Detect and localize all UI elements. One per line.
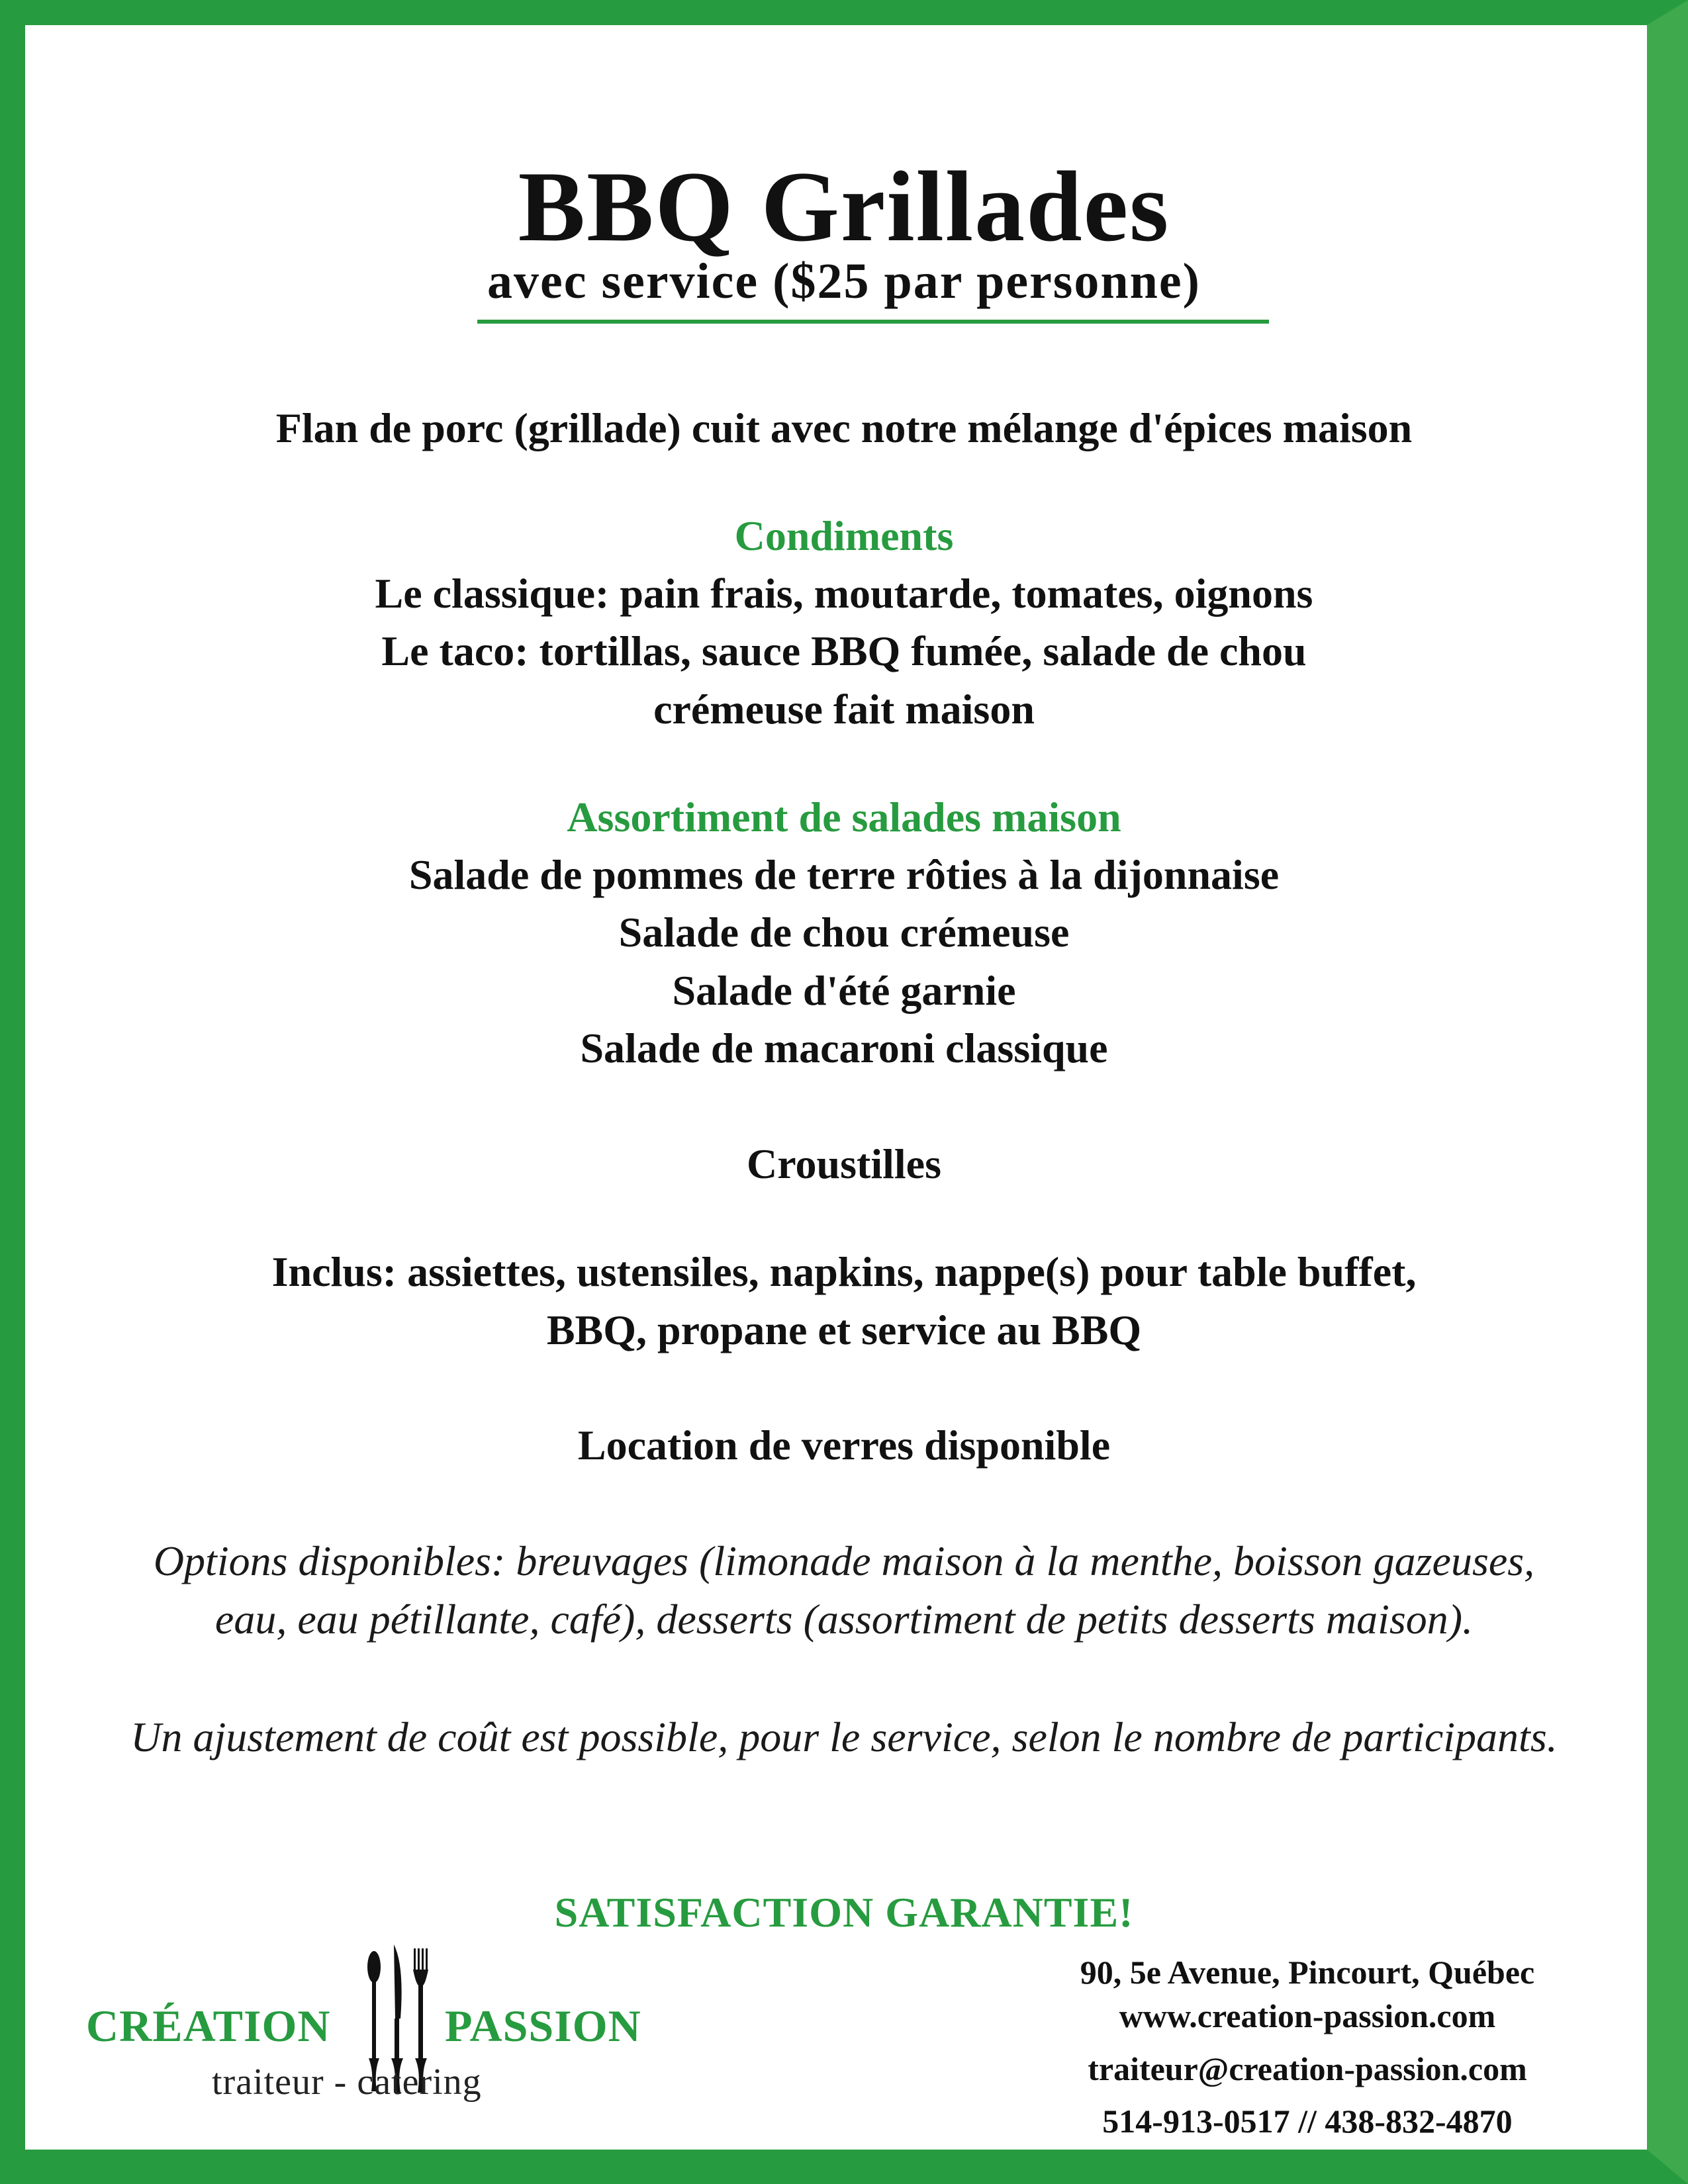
salads-heading: Assortiment de salades maison [567,794,1121,841]
page-subtitle: avec service ($25 par personne) [487,253,1201,309]
options-line: eau, eau pétillante, café), desserts (assortiment de petits desserts maison). [214,1596,1474,1643]
condiments-heading: Condiments [734,512,954,559]
contact-address: 90, 5e Avenue, Pincourt, Québec [1080,1954,1535,1991]
logo-tagline: traiteur - catering [212,2062,482,2103]
included-line: BBQ, propane et service au BBQ [546,1306,1142,1353]
salad-line: Salade de macaroni classique [580,1024,1108,1071]
chips-item: Croustilles [747,1140,941,1187]
salad-line: Salade de pommes de terre rôties à la dijonnaise [408,851,1280,898]
salad-line: Salade d'été garnie [672,967,1016,1014]
glass-rental: Location de verres disponible [577,1422,1111,1469]
company-logo [86,1939,669,2111]
contact-email[interactable]: traiteur@creation-passion.com [1088,2050,1527,2087]
included-line: Inclus: assiettes, ustensiles, napkins, nappe(s) pour table buffet, [271,1248,1417,1295]
condiment-line: Le taco: tortillas, sauce BBQ fumée, salade de chou [381,627,1307,674]
logo-word-passion: PASSION [445,2001,641,2051]
contact-phones: 514-913-0517 // 438-832-4870 [1102,2103,1513,2140]
title-underline [477,320,1269,324]
options-line: Options disponibles: breuvages (limonade maison à la menthe, boisson gazeuses, [153,1537,1535,1584]
page-title: BBQ Grillades [518,151,1170,262]
salad-line: Salade de chou crémeuse [618,909,1070,956]
condiment-line: crémeuse fait maison [653,686,1035,733]
contact-website[interactable]: www.creation-passion.com [1119,1997,1496,2034]
satisfaction-guarantee: SATISFACTION GARANTIE! [554,1889,1134,1936]
logo-word-creation: CRÉATION [86,2001,331,2051]
main-item: Flan de porc (grillade) cuit avec notre mélange d'épices maison [275,404,1413,451]
condiment-line: Le classique: pain frais, moutarde, tomates, oignons [375,570,1313,617]
adjustment-note: Un ajustement de coût est possible, pour le service, selon le nombre de participants. [130,1713,1558,1760]
